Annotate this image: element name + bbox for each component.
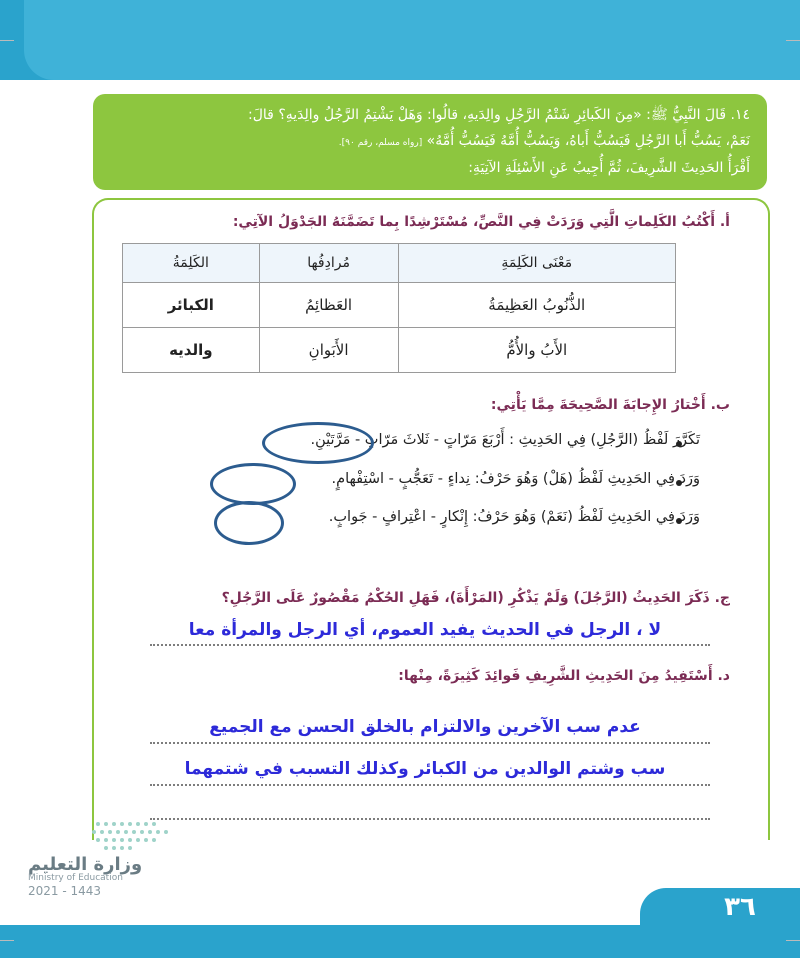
crop-mark [0, 940, 14, 941]
question-d-answer-1: عدم سب الآخرين والالتزام بالخلق الحسن مع الجميع [209, 717, 641, 737]
table-row [123, 283, 676, 328]
choice-item-3: وَرَدَ فِي الحَدِيثِ لَفْظُ (نَعَمْ) وَهُوَ حَرْفُ: إِنْكارٍ - اعْتِرافٍ - جَوابٍ. [328, 509, 700, 525]
ministry-name-english: Ministry of Education [28, 873, 123, 883]
crop-mark [786, 940, 800, 941]
answer-circle-3 [214, 501, 284, 545]
cell-synonym: العَظائِمُ [259, 283, 398, 328]
ministry-name-arabic: وزارة التعليم [28, 854, 143, 875]
hadith-line-1: ١٤. قَالَ النَّبِيُّ ﷺ: «مِنَ الكَبائِرِ شَتْمُ الرَّجُلِ والِدَيهِ، قالُوا: وَهَلْ يَشْتِمُ الرَّجُلُ والِدَيهِ؟ قالَ: [248, 107, 750, 123]
hadith-instruction: أَقْرَأُ الحَدِيثَ الشَّرِيفَ، ثُمَّ أُجِيبُ عَنِ الأَسْئِلَةِ الآتِيَةِ: [468, 160, 750, 176]
answer-circle-2 [210, 463, 296, 505]
question-d-answer-2: سب وشتم الوالدين من الكبائر وكذلك التسبب في شتمهما [184, 759, 666, 779]
page-number: ٣٦ [724, 892, 756, 922]
crop-mark [0, 40, 14, 41]
vocabulary-table [122, 243, 676, 373]
cell-word-answer: والديه [123, 328, 260, 373]
hadith-line-2-text: نَعَمْ، يَسُبُّ أَبا الرَّجُلِ فَيَسُبُّ أَباهُ، وَيَسُبُّ أُمَّهُ فَيَسُبُّ أُمَّهُ» [426, 133, 750, 149]
answer-line [150, 742, 710, 744]
cell-synonym: الأَبَوانِ [259, 328, 398, 373]
table-header-row [123, 244, 676, 283]
header-synonym: مُرادِفُها [259, 244, 398, 283]
question-b-prompt: ب. أَخْتارُ الإِجابَةَ الصَّحِيحَةَ مِمَّا يَأْتِي: [490, 397, 730, 413]
answer-circle-1 [262, 422, 374, 464]
cell-word-answer: الكبائر [123, 283, 260, 328]
choice-item-2: وَرَدَ فِي الحَدِيثِ لَفْظُ (هَلْ) وَهُوَ حَرْفُ: نِداءٍ - تَعَجُّبٍ - اسْتِفْهامٍ. [331, 471, 700, 487]
question-c-prompt: ج. ذَكَرَ الحَدِيثُ (الرَّجُلَ) وَلَمْ يَذْكُرِ (المَرْأَةَ)، فَهَلِ الحُكْمُ مَقْصُورٌ عَلَى الرَّجُلِ؟ [221, 590, 730, 606]
edition-year: 2021 - 1443 [28, 884, 102, 898]
answer-line [150, 818, 710, 820]
ministry-logo-icon [88, 818, 198, 854]
crop-mark [786, 40, 800, 41]
answer-line [150, 644, 710, 646]
question-a-prompt: أ. أَكْتُبُ الكَلِماتِ الَّتِي وَرَدَتْ فِي النَّصِّ، مُسْتَرْشِدًا بِما تَضَمَّنَهُ الجَدْوَلُ الآتِي: [232, 214, 730, 230]
cell-meaning: الأَبُ والأُمُّ [398, 328, 675, 373]
question-d-prompt: د. أَسْتَفِيدُ مِنَ الحَدِيثِ الشَّرِيفِ فَوائِدَ كَثِيرَةً، مِنْها: [398, 668, 730, 684]
hadith-line-2 [339, 133, 750, 149]
question-c-answer: لا ، الرجل في الحديث يفيد العموم، أي الرجل والمرأة معا [188, 620, 662, 640]
top-banner [0, 0, 800, 80]
hadith-reference: [رواه مسلم، رقم ٩٠]. [338, 138, 423, 148]
answer-line [150, 784, 710, 786]
header-word: الكَلِمَةُ [123, 244, 260, 283]
choice-item-1: تَكَرَّرَ لَفْظُ (الرَّجُلِ) فِي الحَدِيثِ : أَرْبَعَ مَرّاتٍ - ثَلاثَ مَرّاتٍ - مَرَّتَيْنِ. [310, 432, 700, 448]
table-row [123, 328, 676, 373]
cell-meaning: الذُّنُوبُ العَظِيمَةُ [398, 283, 675, 328]
header-meaning: مَعْنَى الكَلِمَةِ [398, 244, 675, 283]
